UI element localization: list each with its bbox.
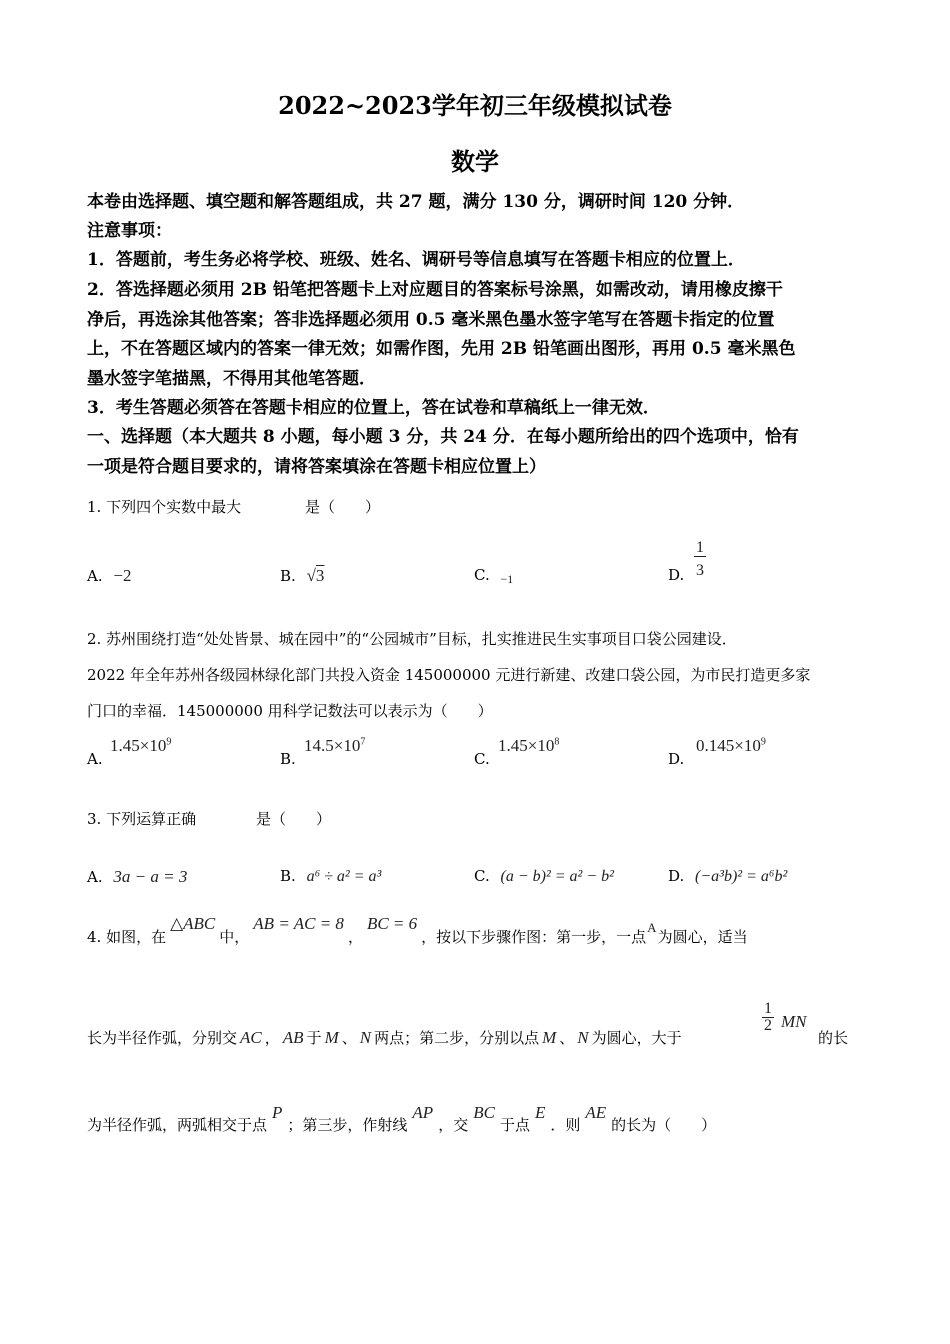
q4-math-m: M	[324, 1028, 339, 1047]
q3-option-a-expr: 3a − a = 3	[113, 867, 188, 886]
q2-option-c-base: 1.45×10	[498, 736, 555, 755]
notice-1: 1．答题前，考生务必将学校、班级、姓名、调研号等信息填写在答题卡相应的位置上．	[87, 250, 745, 270]
q4-text-19: 的长为（ ）	[611, 1116, 717, 1134]
q1-option-c	[474, 566, 513, 584]
q4-text-16: ，交	[438, 1116, 469, 1134]
q4-text-10: 两点；第二步，分别以点	[374, 1029, 540, 1047]
q4-text-8: 于	[306, 1029, 322, 1047]
q1-option-b-label: B.	[280, 567, 296, 585]
notice-3: 3．考生答题必须答在答题卡相应的位置上，答在试卷和草稿纸上一律无效．	[87, 398, 660, 418]
q1-option-b-radicand: 3	[315, 566, 325, 585]
question-4-line-1	[87, 914, 748, 947]
q2-option-a-label: A.	[87, 750, 103, 768]
q4-text-14: 为半径作弧，两弧相交于点	[87, 1116, 268, 1134]
notice-2-line-2: 净后，再选涂其他答案；答非选择题必须用 0.5 毫米黑色墨水签字笔写在答题卡指定的位置	[87, 310, 775, 330]
q3-option-b-expr: a⁶ ÷ a² = a³	[306, 868, 382, 885]
q4-math-n: N	[359, 1028, 372, 1047]
question-1-stem-b: 是（ ）	[305, 498, 381, 516]
q3-option-a-label: A.	[87, 868, 103, 886]
q1-option-c-value: −1	[500, 572, 514, 586]
q4-fraction-denominator: 2	[764, 1017, 772, 1034]
notice-2-line-4: 墨水签字笔描黑，不得用其他笔答题．	[87, 369, 376, 389]
q1-option-b-value: √3	[306, 566, 325, 585]
q1-option-a-label: A.	[87, 567, 103, 585]
exam-intro: 本卷由选择题、填空题和解答题组成，共 27 题，满分 130 分，调研时间 120 分钟．	[87, 192, 745, 212]
q2-option-c-label: C.	[474, 750, 490, 768]
q2-option-d-value	[696, 736, 766, 756]
q4-text-17: 于点	[499, 1116, 530, 1134]
q2-option-d-label: D.	[668, 750, 685, 768]
question-1-stem-a: 1. 下列四个实数中最大	[87, 498, 242, 516]
q1-option-b	[280, 566, 324, 586]
question-3-stem-b: 是（ ）	[256, 810, 332, 828]
q4-math-triangle-abc: △ABC	[170, 914, 216, 933]
q4-text-6: 长为半径作弧，分别交	[87, 1029, 238, 1047]
q4-math-ae: AE	[585, 1103, 607, 1122]
q3-option-b	[280, 867, 381, 886]
question-2-line-1: 2. 苏州围绕打造“处处皆景、城在园中”的“公园城市”目标，扎实推进民生实事项目口袋公园建设．	[87, 630, 737, 648]
notice-2-line-3: 上，不在答题区域内的答案一律无效；如需作图，先用 2B 铅笔画出图形，再用 0.5 毫米黑色	[87, 339, 796, 359]
q2-option-c-value	[498, 736, 559, 756]
question-4-line-2	[87, 1027, 682, 1048]
q4-math-ab-ac: AB = AC = 8	[253, 914, 344, 933]
q3-option-c-expr: (a − b)² = a² − b²	[500, 868, 614, 885]
q1-option-d-numerator: 1	[696, 539, 704, 556]
q3-option-b-label: B.	[280, 867, 296, 885]
q4-text-1: 4. 如图，在	[87, 928, 167, 946]
q1-option-d	[668, 566, 684, 584]
q4-text-18: ．则	[550, 1116, 581, 1134]
q4-math-m-2: M	[542, 1028, 557, 1047]
q1-option-d-fraction	[694, 540, 706, 579]
q2-option-b-value	[304, 736, 365, 756]
q3-option-d-expr: (−a³b)² = a⁶b²	[695, 868, 788, 885]
exam-title: 2022~2023学年初三年级模拟试卷	[278, 91, 672, 120]
notice-title: 注意事项：	[87, 221, 172, 241]
q4-text-2: 中，	[219, 928, 250, 946]
q3-option-c-label: C.	[474, 867, 490, 885]
question-2-line-3: 门口的幸福．145000000 用科学记数法可以表示为（ ）	[87, 702, 493, 720]
q4-math-ab: AB	[282, 1028, 304, 1047]
q4-math-a: A	[647, 920, 657, 935]
q1-option-a-value: −2	[113, 566, 132, 585]
q4-half-fraction	[762, 1001, 774, 1034]
q1-option-d-label: D.	[668, 566, 685, 584]
q2-option-b-exponent: 7	[360, 736, 366, 748]
q3-option-a	[87, 867, 187, 887]
q4-math-mn: MN	[781, 1012, 807, 1031]
q2-option-c-exponent: 8	[554, 736, 560, 748]
q3-option-d-label: D.	[668, 867, 685, 885]
q4-fraction-numerator: 1	[764, 1000, 772, 1017]
section-1-header-line-1: 一、选择题（本大题共 8 小题，每小题 3 分，共 24 分．在每小题所给出的四个选项中，恰有	[87, 427, 799, 447]
q4-math-ap: AP	[412, 1103, 434, 1122]
q2-option-d-exponent: 9	[760, 736, 766, 748]
q1-option-c-label: C.	[474, 566, 490, 584]
q3-option-c	[474, 867, 614, 886]
q1-option-a	[87, 566, 131, 586]
q4-text-13: 的长	[818, 1029, 849, 1047]
q2-option-b-label: B.	[280, 750, 296, 768]
notice-2-line-1: 2．答选择题必须用 2B 铅笔把答题卡上对应题目的答案标号涂黑，如需改动，请用橡皮擦干	[87, 280, 783, 300]
q4-math-p: P	[272, 1103, 283, 1122]
q4-text-15: ；第三步，作射线	[287, 1116, 408, 1134]
q4-text-5: 为圆心，适当	[657, 928, 748, 946]
subject-title: 数学	[451, 147, 499, 176]
q4-math-n-2: N	[577, 1028, 589, 1047]
q4-text-11: 、	[559, 1029, 575, 1047]
q4-text-3: ，	[347, 928, 363, 946]
q4-math-ac: AC	[240, 1028, 262, 1047]
q3-option-d	[668, 867, 787, 886]
q2-option-a-base: 1.45×10	[110, 736, 167, 755]
q4-text-9: 、	[341, 1029, 357, 1047]
question-2-line-2: 2022 年全年苏州各级园林绿化部门共投入资金 145000000 元进行新建、改建口袋公园，为市民打造更多家	[87, 666, 811, 684]
q4-math-e: E	[534, 1103, 546, 1122]
q4-text-12: 为圆心，大于	[591, 1029, 682, 1047]
q1-option-d-denominator: 3	[694, 556, 706, 579]
q4-text-7: ，	[264, 1029, 280, 1047]
q2-option-a-value	[110, 736, 171, 756]
section-1-header-line-2: 一项是符合题目要求的，请将答案填涂在答题卡相应位置上）	[87, 457, 546, 477]
q2-option-b-base: 14.5×10	[304, 736, 361, 755]
q4-text-4: ，按以下步骤作图：第一步，一点	[421, 928, 647, 946]
q2-option-d-base: 0.145×10	[696, 736, 761, 755]
q2-option-a-exponent: 9	[166, 736, 172, 748]
q4-math-bc: BC = 6	[366, 914, 418, 933]
question-4-line-3	[87, 1103, 717, 1135]
q4-math-bc-2: BC	[473, 1103, 495, 1122]
question-3-stem-a: 3. 下列运算正确	[87, 810, 197, 828]
